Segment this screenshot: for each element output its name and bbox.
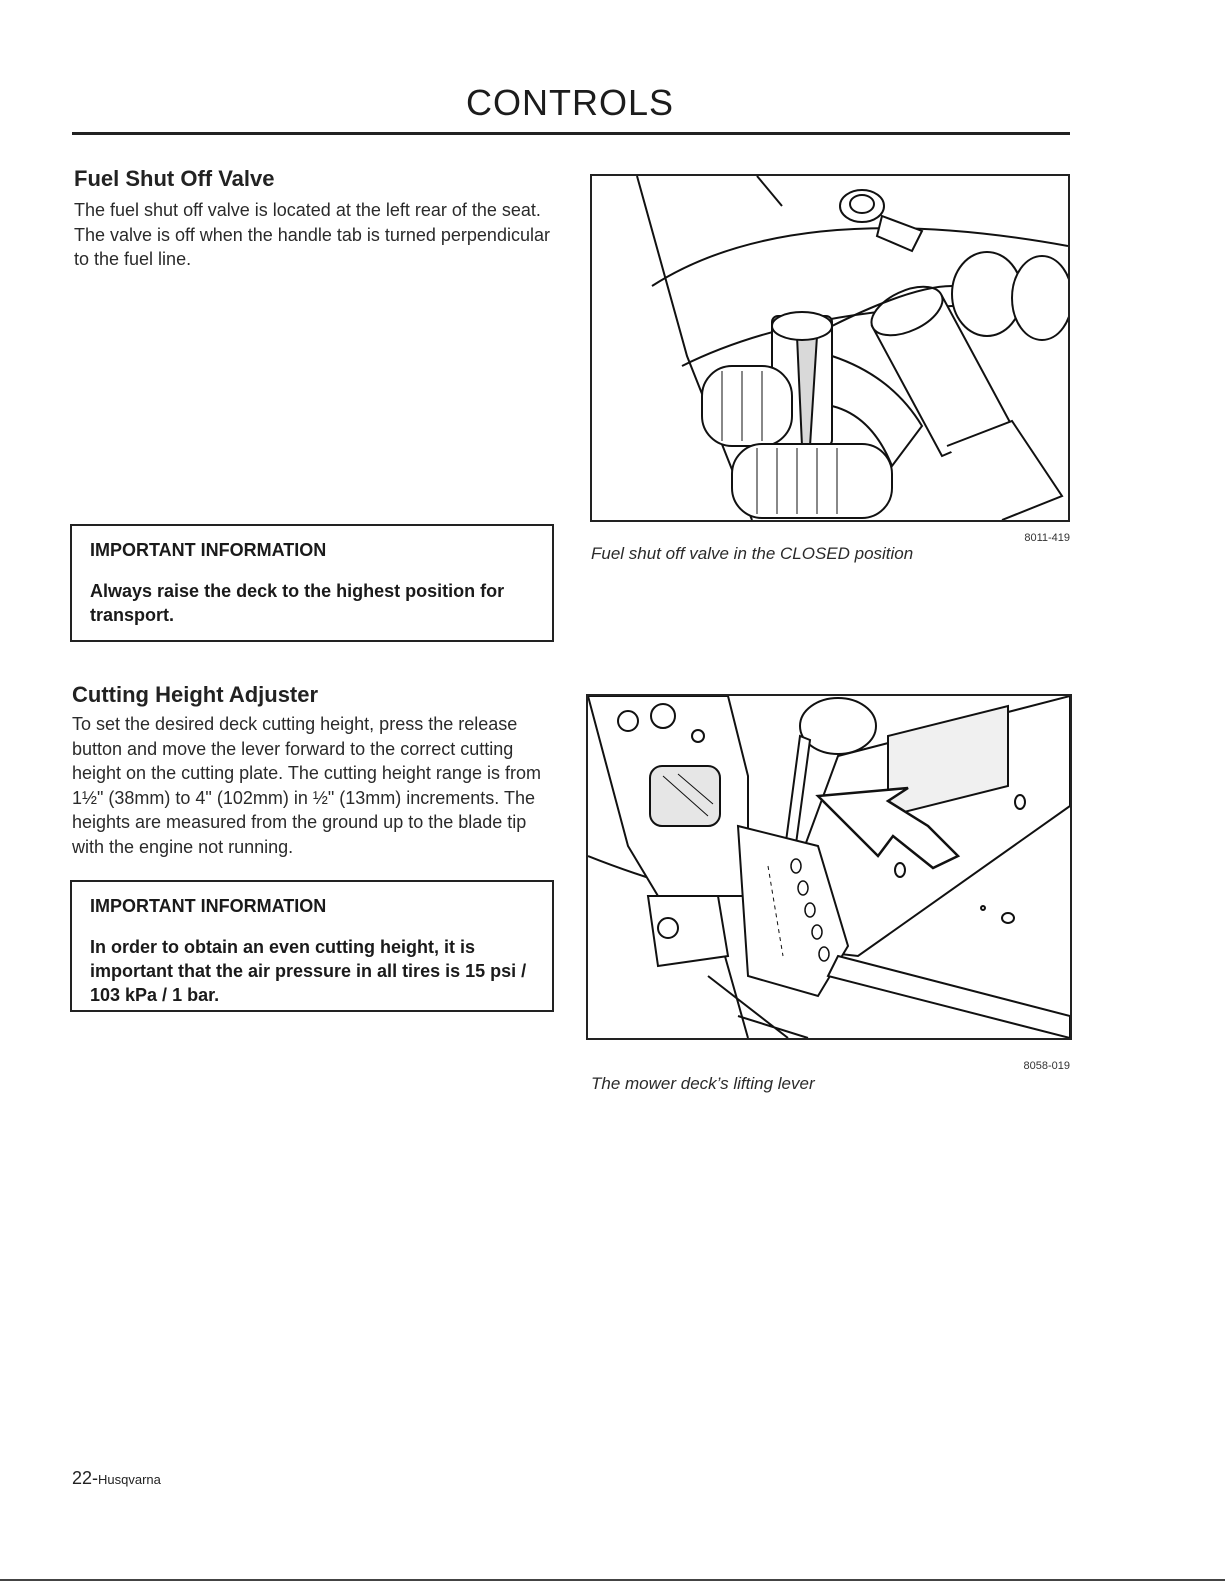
page-footer xyxy=(72,1468,161,1489)
important-info-box-transport xyxy=(70,524,554,642)
fuel-valve-illustration xyxy=(590,174,1070,522)
fuel-valve-heading: Fuel Shut Off Valve xyxy=(74,166,275,191)
important-info-text: Always raise the deck to the highest position for transport. xyxy=(90,581,505,625)
lifting-lever-illustration xyxy=(586,694,1072,1040)
bottom-edge-line xyxy=(0,1579,1225,1581)
title-rule xyxy=(72,132,1070,135)
page-title: CONTROLS xyxy=(465,82,675,123)
important-info-heading: IMPORTANT INFORMATION xyxy=(90,896,327,916)
important-info-heading: IMPORTANT INFORMATION xyxy=(90,540,327,560)
fuel-valve-figure-code: 8011-419 xyxy=(1024,532,1070,544)
fuel-valve-text: The fuel shut off valve is located at the left rear of the seat. The valve is off when the handle tab is turned perpendicular to the fuel line. xyxy=(74,200,550,269)
important-info-box-tire-pressure xyxy=(70,880,554,1012)
footer-brand: Husqvarna xyxy=(98,1472,161,1487)
cutting-height-heading: Cutting Height Adjuster xyxy=(72,682,319,707)
lifting-lever-drawing xyxy=(588,696,1070,1038)
fuel-valve-caption: Fuel shut off valve in the CLOSED position xyxy=(591,544,914,563)
lifting-lever-caption: The mower deck’s lifting lever xyxy=(591,1074,815,1093)
important-info-text: In order to obtain an even cutting height, it is important that the air pressure in all tires is 15 psi / 103 kPa / 1 bar. xyxy=(90,937,527,1005)
fuel-valve-drawing xyxy=(592,176,1068,520)
page-number: 22- xyxy=(72,1468,99,1488)
lifting-lever-figure-code: 8058-019 xyxy=(1023,1060,1070,1072)
cutting-height-text: To set the desired deck cutting height, press the release button and move the lever forward to the correct cutting height on the cutting plate. The cutting height range is from 1½" (38mm) to 4" (102mm) in ½" (13mm) increments. The heights are measured from the ground up to the blade tip with the engine not running. xyxy=(72,714,541,857)
